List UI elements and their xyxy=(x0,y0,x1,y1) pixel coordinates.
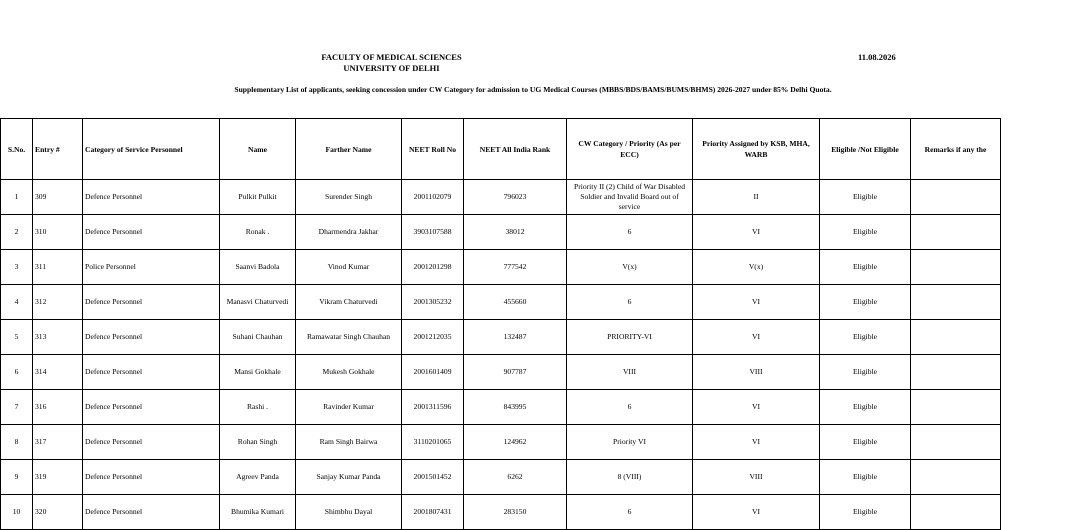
name-cell: Saanvi Badola xyxy=(220,250,296,285)
name-cell: Mansi Gokhale xyxy=(220,355,296,390)
table-row xyxy=(1,495,1001,530)
rank-cell: 455660 xyxy=(464,285,567,320)
remarks-cell xyxy=(911,495,1001,530)
university-title: UNIVERSITY OF DELHI xyxy=(343,63,440,73)
cw-category-cell: 6 xyxy=(567,495,693,530)
col-header-entry: Entry # xyxy=(33,119,83,180)
entry-cell: 316 xyxy=(33,390,83,425)
sno-cell: 5 xyxy=(1,320,33,355)
rank-cell: 132487 xyxy=(464,320,567,355)
entry-cell: 313 xyxy=(33,320,83,355)
cw-category-cell: PRIORITY-VI xyxy=(567,320,693,355)
col-header-eligibility: Eligible /Not Eligible xyxy=(820,119,911,180)
remarks-cell xyxy=(911,320,1001,355)
cw-category-cell: 8 (VIII) xyxy=(567,460,693,495)
name-cell: Ronak . xyxy=(220,215,296,250)
sno-cell: 9 xyxy=(1,460,33,495)
father-name-cell: Ramawatar Singh Chauhan xyxy=(296,320,402,355)
col-header-neet-roll: NEET Roll No xyxy=(402,119,464,180)
col-header-sno: S.No. xyxy=(1,119,33,180)
roll-no-cell: 2001501452 xyxy=(402,460,464,495)
category-cell: Defence Personnel xyxy=(83,425,220,460)
sno-cell: 6 xyxy=(1,355,33,390)
remarks-cell xyxy=(911,390,1001,425)
eligibility-cell: Eligible xyxy=(820,215,911,250)
table-row xyxy=(1,250,1001,285)
remarks-cell xyxy=(911,215,1001,250)
category-cell: Defence Personnel xyxy=(83,215,220,250)
father-name-cell: Vikram Chaturvedi xyxy=(296,285,402,320)
priority-cell: VI xyxy=(693,320,820,355)
category-cell: Defence Personnel xyxy=(83,180,220,215)
name-cell: Pulkit Pulkit xyxy=(220,180,296,215)
eligibility-cell: Eligible xyxy=(820,320,911,355)
col-header-name: Name xyxy=(220,119,296,180)
sno-cell: 3 xyxy=(1,250,33,285)
father-name-cell: Ram Singh Bairwa xyxy=(296,425,402,460)
cw-category-cell: 6 xyxy=(567,285,693,320)
roll-no-cell: 2001305232 xyxy=(402,285,464,320)
entry-cell: 312 xyxy=(33,285,83,320)
table-row xyxy=(1,180,1001,215)
entry-cell: 320 xyxy=(33,495,83,530)
remarks-cell xyxy=(911,250,1001,285)
category-cell: Defence Personnel xyxy=(83,460,220,495)
category-cell: Defence Personnel xyxy=(83,495,220,530)
document-date: 11.08.2026 xyxy=(858,52,896,62)
cw-category-cell: VIII xyxy=(567,355,693,390)
priority-cell: VI xyxy=(693,285,820,320)
name-cell: Agreev Panda xyxy=(220,460,296,495)
priority-cell: VIII xyxy=(693,355,820,390)
cw-category-cell: 6 xyxy=(567,215,693,250)
entry-cell: 311 xyxy=(33,250,83,285)
entry-cell: 310 xyxy=(33,215,83,250)
entry-cell: 309 xyxy=(33,180,83,215)
rank-cell: 777542 xyxy=(464,250,567,285)
sno-cell: 4 xyxy=(1,285,33,320)
col-header-priority: Priority Assigned by KSB, MHA, WARB xyxy=(693,119,820,180)
father-name-cell: Sanjay Kumar Panda xyxy=(296,460,402,495)
sno-cell: 1 xyxy=(1,180,33,215)
roll-no-cell: 2001201298 xyxy=(402,250,464,285)
eligibility-cell: Eligible xyxy=(820,460,911,495)
sno-cell: 7 xyxy=(1,390,33,425)
eligibility-cell: Eligible xyxy=(820,425,911,460)
remarks-cell xyxy=(911,460,1001,495)
rank-cell: 907787 xyxy=(464,355,567,390)
cw-category-cell: Priority II (2) Child of War Disabled Soldier and Invalid Board out of service xyxy=(567,180,693,215)
entry-cell: 317 xyxy=(33,425,83,460)
col-header-father-name: Farther Name xyxy=(296,119,402,180)
eligibility-cell: Eligible xyxy=(820,285,911,320)
entry-cell: 314 xyxy=(33,355,83,390)
priority-cell: VIII xyxy=(693,460,820,495)
table-row xyxy=(1,460,1001,495)
priority-cell: VI xyxy=(693,495,820,530)
sno-cell: 10 xyxy=(1,495,33,530)
eligibility-cell: Eligible xyxy=(820,180,911,215)
eligibility-cell: Eligible xyxy=(820,390,911,425)
category-cell: Defence Personnel xyxy=(83,390,220,425)
roll-no-cell: 3110201065 xyxy=(402,425,464,460)
father-name-cell: Shimbhu Dayal xyxy=(296,495,402,530)
eligibility-cell: Eligible xyxy=(820,495,911,530)
rank-cell: 796023 xyxy=(464,180,567,215)
table-row xyxy=(1,320,1001,355)
priority-cell: V(x) xyxy=(693,250,820,285)
father-name-cell: Dharmendra Jakhar xyxy=(296,215,402,250)
category-cell: Defence Personnel xyxy=(83,285,220,320)
priority-cell: VI xyxy=(693,425,820,460)
table-body xyxy=(1,180,1001,530)
col-header-remarks: Remarks if any the xyxy=(911,119,1001,180)
father-name-cell: Ravinder Kumar xyxy=(296,390,402,425)
roll-no-cell: 2001807431 xyxy=(402,495,464,530)
name-cell: Rohan Singh xyxy=(220,425,296,460)
roll-no-cell: 2001102079 xyxy=(402,180,464,215)
col-header-neet-rank: NEET All India Rank xyxy=(464,119,567,180)
table-row xyxy=(1,355,1001,390)
father-name-cell: Surender Singh xyxy=(296,180,402,215)
roll-no-cell: 2001601409 xyxy=(402,355,464,390)
category-cell: Defence Personnel xyxy=(83,320,220,355)
name-cell: Rashi . xyxy=(220,390,296,425)
priority-cell: II xyxy=(693,180,820,215)
name-cell: Bhumika Kumari xyxy=(220,495,296,530)
roll-no-cell: 3903107588 xyxy=(402,215,464,250)
remarks-cell xyxy=(911,355,1001,390)
table-row xyxy=(1,215,1001,250)
roll-no-cell: 2001212035 xyxy=(402,320,464,355)
priority-cell: VI xyxy=(693,215,820,250)
table-row xyxy=(1,390,1001,425)
priority-cell: VI xyxy=(693,390,820,425)
table-row xyxy=(1,425,1001,460)
eligibility-cell: Eligible xyxy=(820,250,911,285)
remarks-cell xyxy=(911,425,1001,460)
category-cell: Police Personnel xyxy=(83,250,220,285)
cw-category-cell: 6 xyxy=(567,390,693,425)
name-cell: Suhani Chauhan xyxy=(220,320,296,355)
faculty-title: FACULTY OF MEDICAL SCIENCES xyxy=(321,52,462,62)
applicants-table xyxy=(0,118,1001,530)
cw-category-cell: V(x) xyxy=(567,250,693,285)
father-name-cell: Vinod Kumar xyxy=(296,250,402,285)
eligibility-cell: Eligible xyxy=(820,355,911,390)
rank-cell: 124962 xyxy=(464,425,567,460)
cw-category-cell: Priority VI xyxy=(567,425,693,460)
entry-cell: 319 xyxy=(33,460,83,495)
table-row xyxy=(1,285,1001,320)
category-cell: Defence Personnel xyxy=(83,355,220,390)
rank-cell: 283150 xyxy=(464,495,567,530)
table-header-row xyxy=(1,119,1001,180)
name-cell: Manasvi Chaturvedi xyxy=(220,285,296,320)
document-subtitle: Supplementary List of applicants, seeking concession under CW Category for admission to UG Medical Courses (MBBS/BDS/BAMS/BUMS/BHMS) 2026-2027 under 85% Delhi Quota. xyxy=(234,85,832,94)
remarks-cell xyxy=(911,180,1001,215)
col-header-category: Category of Service Personnel xyxy=(83,119,220,180)
sno-cell: 8 xyxy=(1,425,33,460)
father-name-cell: Mukesh Gokhale xyxy=(296,355,402,390)
sno-cell: 2 xyxy=(1,215,33,250)
roll-no-cell: 2001311596 xyxy=(402,390,464,425)
rank-cell: 6262 xyxy=(464,460,567,495)
rank-cell: 843995 xyxy=(464,390,567,425)
col-header-cw-category: CW Category / Priority (As per ECC) xyxy=(567,119,693,180)
remarks-cell xyxy=(911,285,1001,320)
rank-cell: 38012 xyxy=(464,215,567,250)
